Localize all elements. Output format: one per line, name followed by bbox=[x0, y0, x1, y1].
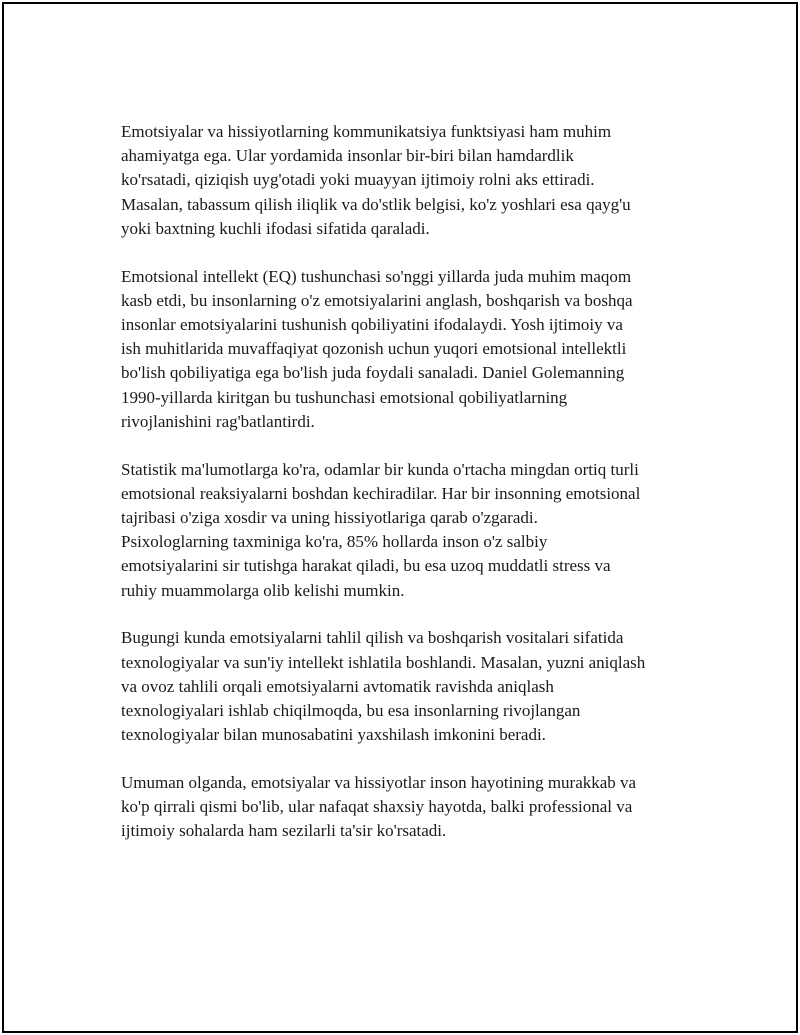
text-line: bo'lish qobiliyatiga ega bo'lish juda foydali sanaladi. Daniel Golemanning bbox=[121, 363, 625, 383]
text-line: 1990-yillarda kiritgan bu tushunchasi emotsional qobiliyatlarning bbox=[121, 387, 568, 407]
text-line: texnologiyalar bilan munosabatini yaxshilash imkonini beradi. bbox=[121, 725, 546, 745]
text-line: rivojlanishini rag'batlantirdi. bbox=[121, 411, 315, 431]
document-body bbox=[121, 120, 691, 867]
text-line: ijtimoiy sohalarda ham sezilarli ta'sir ko'rsatadi. bbox=[121, 821, 447, 841]
text-line: texnologiyalar va sun'iy intellekt ishlatila boshlandi. Masalan, yuzni aniqlash bbox=[121, 652, 646, 672]
paragraph-communication bbox=[121, 120, 691, 241]
text-line: emotsional reaksiyalarni boshdan kechiradilar. Har bir insonning emotsional bbox=[121, 483, 641, 503]
text-line: insonlar emotsiyalarini tushunish qobiliyatini ifodalaydi. Yosh ijtimoiy va bbox=[121, 315, 623, 335]
text-line: ish muhitlarida muvaffaqiyat qozonish uchun yuqori emotsional intellektli bbox=[121, 339, 627, 359]
text-line: Masalan, tabassum qilish iliqlik va do'stlik belgisi, ko'z yoshlari esa qayg'u bbox=[121, 194, 631, 214]
text-line: ko'p qirrali qismi bo'lib, ular nafaqat shaxsiy hayotda, balki professional va bbox=[121, 797, 633, 817]
paragraph-emotional-intelligence bbox=[121, 265, 691, 434]
paragraph-technology bbox=[121, 626, 691, 747]
text-line: Emotsional intellekt (EQ) tushunchasi so'nggi yillarda juda muhim maqom bbox=[121, 266, 632, 286]
text-line: yoki baxtning kuchli ifodasi sifatida qaraladi. bbox=[121, 218, 430, 238]
text-line: emotsiyalarini sir tutishga harakat qiladi, bu esa uzoq muddatli stress va bbox=[121, 556, 611, 576]
text-line: va ovoz tahlili orqali emotsiyalarni avtomatik ravishda aniqlash bbox=[121, 676, 554, 696]
page-frame bbox=[2, 2, 798, 1033]
text-line: Umuman olganda, emotsiyalar va hissiyotlar inson hayotining murakkab va bbox=[121, 773, 637, 793]
text-line: Emotsiyalar va hissiyotlarning kommunikatsiya funktsiyasi ham muhim bbox=[121, 122, 612, 141]
text-line: ko'rsatadi, qiziqish uyg'otadi yoki muayyan ijtimoiy rolni aks ettiradi. bbox=[121, 170, 595, 190]
paragraph-statistics bbox=[121, 458, 691, 603]
text-line: kasb etdi, bu insonlarning o'z emotsiyalarini anglash, boshqarish va boshqa bbox=[121, 290, 633, 310]
text-line: Psixologlarning taxminiga ko'ra, 85% hollarda inson o'z salbiy bbox=[121, 532, 548, 552]
text-line: ruhiy muammolarga olib kelishi mumkin. bbox=[121, 580, 405, 600]
text-line: Statistik ma'lumotlarga ko'ra, odamlar bir kunda o'rtacha mingdan ortiq turli bbox=[121, 459, 639, 479]
text-line: tajribasi o'ziga xosdir va uning hissiyotlariga qarab o'zgaradi. bbox=[121, 508, 538, 528]
text-line: ahamiyatga ega. Ular yordamida insonlar bir-biri bilan hamdardlik bbox=[121, 146, 574, 166]
paragraph-conclusion bbox=[121, 771, 691, 844]
text-line: Bugungi kunda emotsiyalarni tahlil qilish va boshqarish vositalari sifatida bbox=[121, 628, 624, 648]
text-line: texnologiyalari ishlab chiqilmoqda, bu esa insonlarning rivojlangan bbox=[121, 701, 581, 721]
